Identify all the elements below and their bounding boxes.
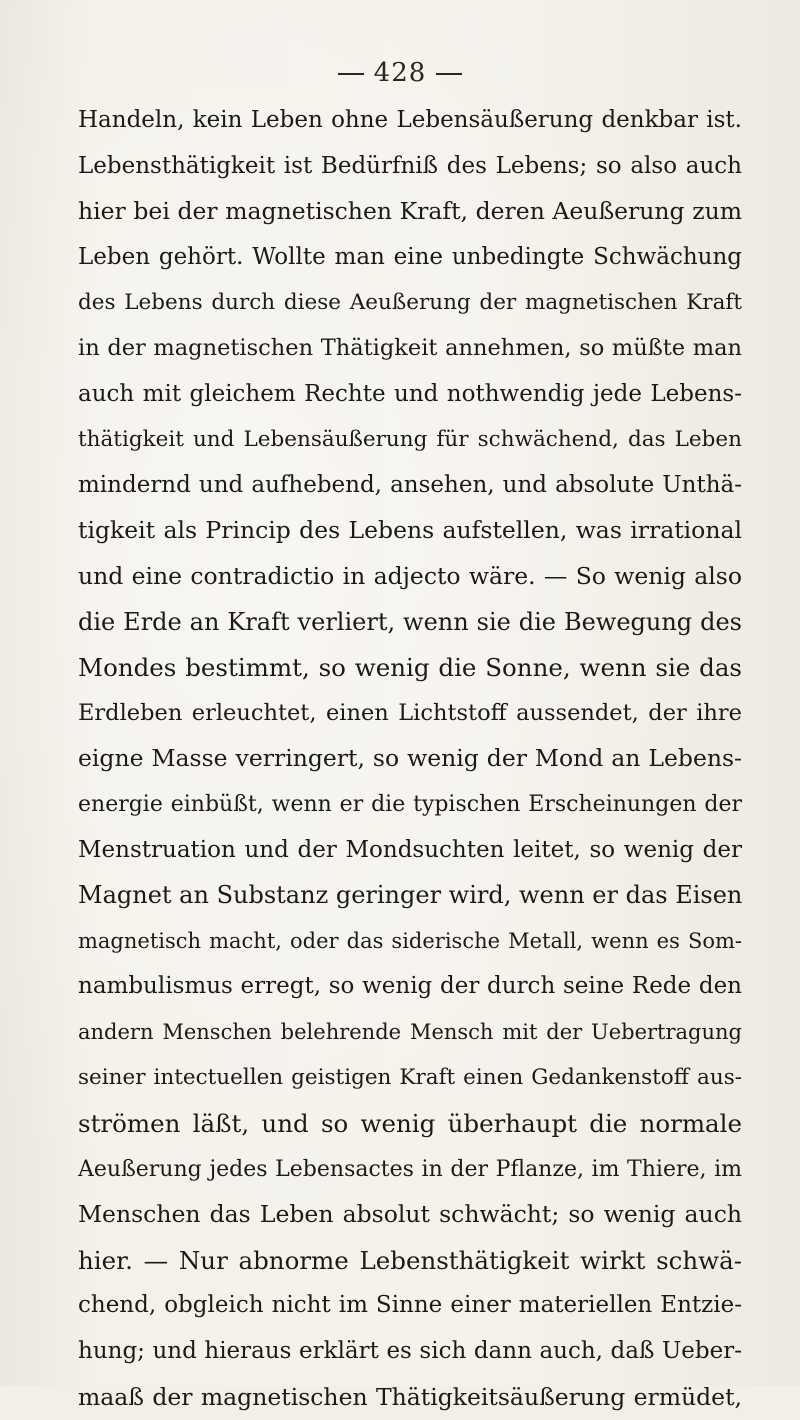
text-line: Menstruation und der Mondsuchten leitet, so wenig der <box>78 836 742 863</box>
text-line: eigne Masse verringert, so wenig der Mond an Lebens- <box>78 744 742 773</box>
text-line: Lebensthätigkeit ist Bedürfniß des Lebens; so also auch <box>78 152 742 179</box>
text-line: Mondes bestimmt, so wenig die Sonne, wenn sie das <box>78 653 742 683</box>
text-line: thätigkeit und Lebensäußerung für schwächend, das Leben <box>78 427 742 453</box>
text-line: des Lebens durch diese Aeußerung der magnetischen Kraft <box>78 290 742 316</box>
text-line: in der magnetischen Thätigkeit annehmen, so müßte man <box>78 334 742 361</box>
text-line: andern Menschen belehrende Mensch mit der Uebertragung <box>78 1019 742 1044</box>
text-line: Handeln, kein Leben ohne Lebensäußerung denkbar ist. <box>78 107 742 133</box>
header-dash-right <box>436 73 462 75</box>
text-line: die Erde an Kraft verliert, wenn sie die Bewegung des <box>78 607 742 636</box>
text-line: nambulismus erregt, so wenig der durch seine Rede den <box>78 973 742 1000</box>
text-line: hier. — Nur abnorme Lebensthätigkeit wirkt schwä- <box>78 1245 742 1275</box>
text-line: Leben gehört. Wollte man eine unbedingte Schwächung <box>78 243 742 270</box>
page-number: 428 <box>373 58 427 88</box>
text-line: Aeußerung jedes Lebensactes in der Pflanze, im Thiere, im <box>78 1156 742 1182</box>
text-line: Magnet an Substanz geringer wird, wenn er das Eisen <box>78 881 742 910</box>
text-line: seiner intectuellen geistigen Kraft einen Gedankenstoff aus- <box>78 1065 742 1091</box>
text-line: Menschen das Leben absolut schwächt; so wenig auch <box>78 1200 742 1229</box>
text-line: Erdleben erleuchtet, einen Lichtstoff aussendet, der ihre <box>78 699 742 726</box>
body-text <box>78 98 742 1420</box>
text-line: hier bei der magnetischen Kraft, deren Aeußerung zum <box>78 197 742 226</box>
text-line: energie einbüßt, wenn er die typischen Erscheinungen der <box>78 791 742 817</box>
text-line: magnetisch macht, oder das siderische Metall, wenn es Som- <box>78 928 742 953</box>
text-line: mindernd und aufhebend, ansehen, und absolute Unthä- <box>78 471 742 498</box>
text-line: hung; und hieraus erklärt es sich dann auch, daß Ueber- <box>78 1338 742 1365</box>
text-line: auch mit gleichem Rechte und nothwendig jede Lebens- <box>78 380 742 407</box>
page-header <box>0 58 800 88</box>
header-dash-left <box>338 73 364 75</box>
text-line: strömen läßt, und so wenig überhaupt die normale <box>78 1109 742 1139</box>
text-line: maaß der magnetischen Thätigkeitsäußerung ermüdet, <box>78 1382 742 1411</box>
text-line: chend, obgleich nicht im Sinne einer materiellen Entzie- <box>78 1292 742 1319</box>
text-line: und eine contradictio in adjecto wäre. — So wenig also <box>78 561 742 590</box>
text-line: tigkeit als Princip des Lebens aufstellen, was irrational <box>78 516 742 545</box>
